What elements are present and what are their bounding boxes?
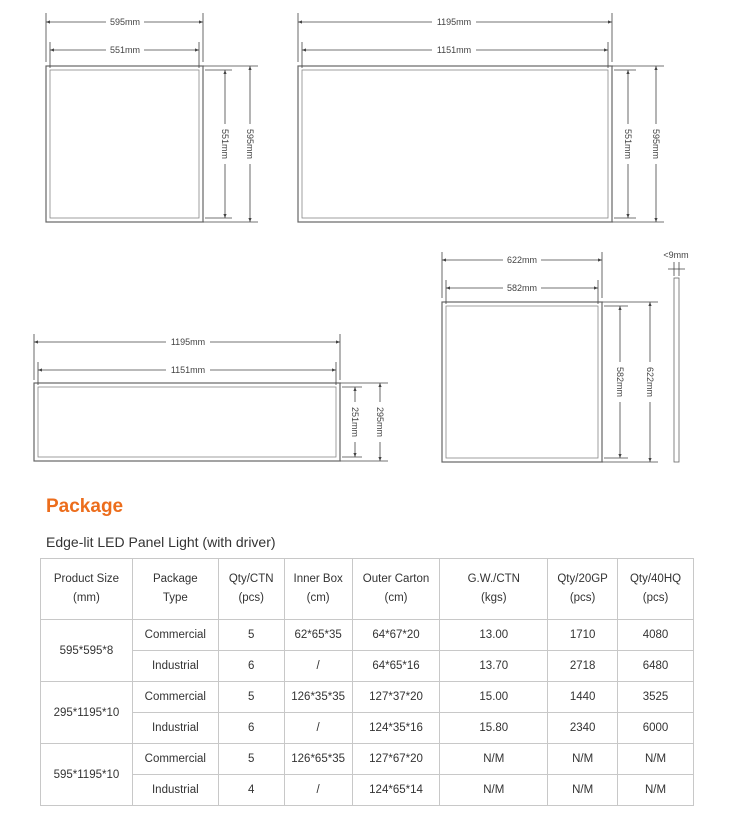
- table-row: [41, 682, 694, 713]
- dim-1195x295-outer-height: 295mm: [375, 406, 385, 438]
- gw-cell: N/M: [440, 744, 548, 775]
- thickness-side-view: [668, 262, 685, 462]
- panel-1195x595-drawing: [298, 13, 664, 222]
- table-row: [41, 620, 694, 651]
- outer-carton-cell: 127*67*20: [352, 744, 440, 775]
- table-row: [41, 775, 694, 806]
- qty-40hq-cell: 3525: [618, 682, 694, 713]
- qty-40hq-cell: N/M: [618, 744, 694, 775]
- dim-595-outer-width: 595mm: [109, 17, 141, 27]
- package-subtitle: Edge-lit LED Panel Light (with driver): [46, 534, 276, 550]
- table-row: [41, 651, 694, 682]
- product-size-cell: 595*595*8: [41, 620, 133, 682]
- inner-box-cell: 126*35*35: [284, 682, 352, 713]
- qty-20gp-cell: 2340: [548, 713, 618, 744]
- panel-1195x595-labels: [432, 15, 662, 164]
- package-table: [40, 558, 694, 806]
- gw-cell: 13.00: [440, 620, 548, 651]
- qty-ctn-cell: 4: [218, 775, 284, 806]
- dim-1195x295-inner-width: 1151mm: [170, 365, 206, 375]
- qty-20gp-cell: N/M: [548, 744, 618, 775]
- panel-1195x295-drawing: [34, 334, 388, 461]
- inner-box-cell: 62*65*35: [284, 620, 352, 651]
- gw-cell: 15.00: [440, 682, 548, 713]
- qty-20gp-cell: 1710: [548, 620, 618, 651]
- dim-622-outer-height: 622mm: [645, 366, 655, 398]
- package-type-cell: Industrial: [132, 651, 218, 682]
- qty-ctn-cell: 6: [218, 713, 284, 744]
- outer-carton-cell: 124*65*14: [352, 775, 440, 806]
- inner-box-cell: /: [284, 713, 352, 744]
- dim-622-inner-height: 582mm: [615, 366, 625, 398]
- qty-20gp-cell: N/M: [548, 775, 618, 806]
- dim-1195x595-inner-width: 1151mm: [436, 45, 472, 55]
- dim-1195x595-inner-height: 551mm: [623, 128, 633, 160]
- header-package-type: Package Type: [132, 559, 218, 620]
- gw-cell: 13.70: [440, 651, 548, 682]
- header-qty-20gp: Qty/20GP (pcs): [548, 559, 618, 620]
- dim-1195x595-outer-height: 595mm: [651, 128, 661, 160]
- dim-595-inner-width: 551mm: [109, 45, 141, 55]
- gw-cell: N/M: [440, 775, 548, 806]
- outer-carton-cell: 64*65*16: [352, 651, 440, 682]
- qty-20gp-cell: 1440: [548, 682, 618, 713]
- dim-622-inner-width: 582mm: [506, 283, 538, 293]
- dim-622-outer-width: 622mm: [506, 255, 538, 265]
- header-qty-40hq: Qty/40HQ (pcs): [618, 559, 694, 620]
- qty-ctn-cell: 5: [218, 620, 284, 651]
- header-inner-box: Inner Box (cm): [284, 559, 352, 620]
- outer-carton-cell: 127*37*20: [352, 682, 440, 713]
- package-type-cell: Industrial: [132, 775, 218, 806]
- header-gw-ctn: G.W./CTN (kgs): [440, 559, 548, 620]
- package-type-cell: Commercial: [132, 620, 218, 651]
- table-header-row: [41, 559, 694, 620]
- package-heading: Package: [46, 496, 124, 517]
- dim-1195x595-outer-width: 1195mm: [436, 17, 472, 27]
- outer-carton-cell: 124*35*16: [352, 713, 440, 744]
- dim-1195x295-inner-height: 251mm: [350, 406, 360, 438]
- panel-595-drawing: [46, 13, 258, 222]
- qty-40hq-cell: 6480: [618, 651, 694, 682]
- inner-box-cell: /: [284, 651, 352, 682]
- outer-carton-cell: 64*67*20: [352, 620, 440, 651]
- table-row: [41, 744, 694, 775]
- inner-box-cell: 126*65*35: [284, 744, 352, 775]
- dim-1195x295-outer-width: 1195mm: [170, 337, 206, 347]
- panel-595-labels: [106, 15, 256, 164]
- qty-40hq-cell: N/M: [618, 775, 694, 806]
- header-outer-carton: Outer Carton (cm): [352, 559, 440, 620]
- qty-40hq-cell: 4080: [618, 620, 694, 651]
- dim-595-inner-height: 551mm: [220, 128, 230, 160]
- gw-cell: 15.80: [440, 713, 548, 744]
- product-size-cell: 295*1195*10: [41, 682, 133, 744]
- qty-ctn-cell: 5: [218, 682, 284, 713]
- qty-40hq-cell: 6000: [618, 713, 694, 744]
- package-type-cell: Commercial: [132, 682, 218, 713]
- header-qty-ctn: Qty/CTN (pcs): [218, 559, 284, 620]
- dim-thickness: <9mm: [663, 250, 689, 260]
- panel-622-drawing: [442, 252, 658, 462]
- product-size-cell: 595*1195*10: [41, 744, 133, 806]
- qty-ctn-cell: 6: [218, 651, 284, 682]
- panel-1195x295-labels: [166, 335, 386, 442]
- header-product-size: Product Size (mm): [41, 559, 133, 620]
- panel-622-labels: [503, 253, 656, 402]
- table-row: [41, 713, 694, 744]
- qty-ctn-cell: 5: [218, 744, 284, 775]
- package-type-cell: Industrial: [132, 713, 218, 744]
- qty-20gp-cell: 2718: [548, 651, 618, 682]
- dim-595-outer-height: 595mm: [245, 128, 255, 160]
- package-type-cell: Commercial: [132, 744, 218, 775]
- inner-box-cell: /: [284, 775, 352, 806]
